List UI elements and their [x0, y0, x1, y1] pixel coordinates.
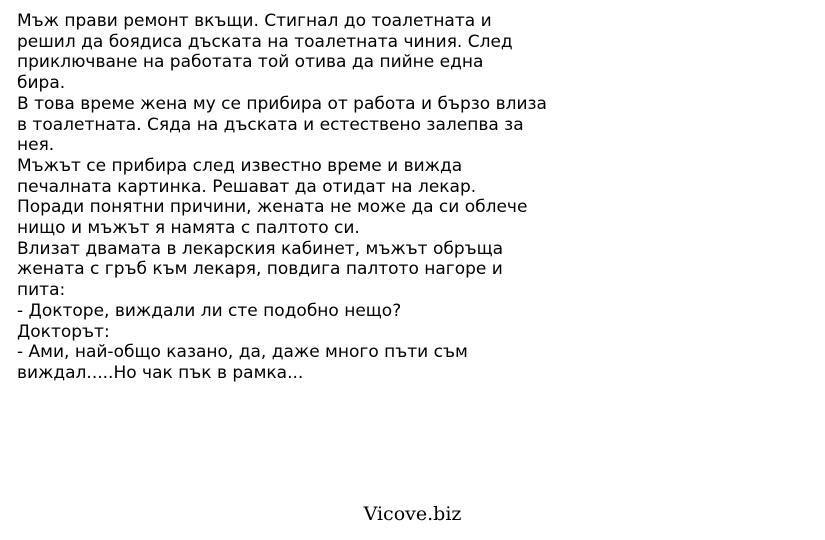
joke-line: печалната картинка. Решават да отидат на лекар.: [17, 176, 477, 197]
joke-line: нея.: [17, 135, 55, 156]
joke-line: виждал.....Но чак пък в рамка...: [17, 362, 304, 383]
joke-line: Мъжът се прибира след известно време и вижда: [17, 155, 463, 176]
joke-line: Мъж прави ремонт вкъщи. Стигнал до тоалетната и: [17, 11, 492, 31]
joke-line: жената с гръб към лекаря, повдига палтото нагоре и: [17, 259, 503, 280]
joke-line: В това време жена му се прибира от работа и бързо влиза: [17, 93, 547, 114]
joke-line: - Докторе, виждали ли сте подобно нещо?: [17, 300, 402, 321]
joke-line: приключване на работата той отива да пийне една: [17, 52, 484, 73]
joke-line: решил да боядиса дъската на тоалетната чиния. След: [17, 31, 513, 52]
joke-line: пита:: [17, 280, 66, 301]
joke-line: нищо и мъжът я намята с палтото си.: [17, 218, 360, 239]
joke-line: в тоалетната. Сяда на дъската и естествено залепва за: [17, 114, 524, 135]
joke-line: - Ами, най-общо казано, да, даже много пъти съм: [17, 342, 468, 363]
joke-line: бира.: [17, 73, 66, 94]
joke-line: Докторът:: [17, 321, 110, 342]
joke-line: Влизат двамата в лекарския кабинет, мъжът обръща: [17, 238, 504, 259]
joke-text: [17, 11, 807, 384]
footer-site-name: Vicove.biz: [363, 503, 462, 525]
joke-line: Поради понятни причини, жената не може да си облече: [17, 197, 528, 218]
